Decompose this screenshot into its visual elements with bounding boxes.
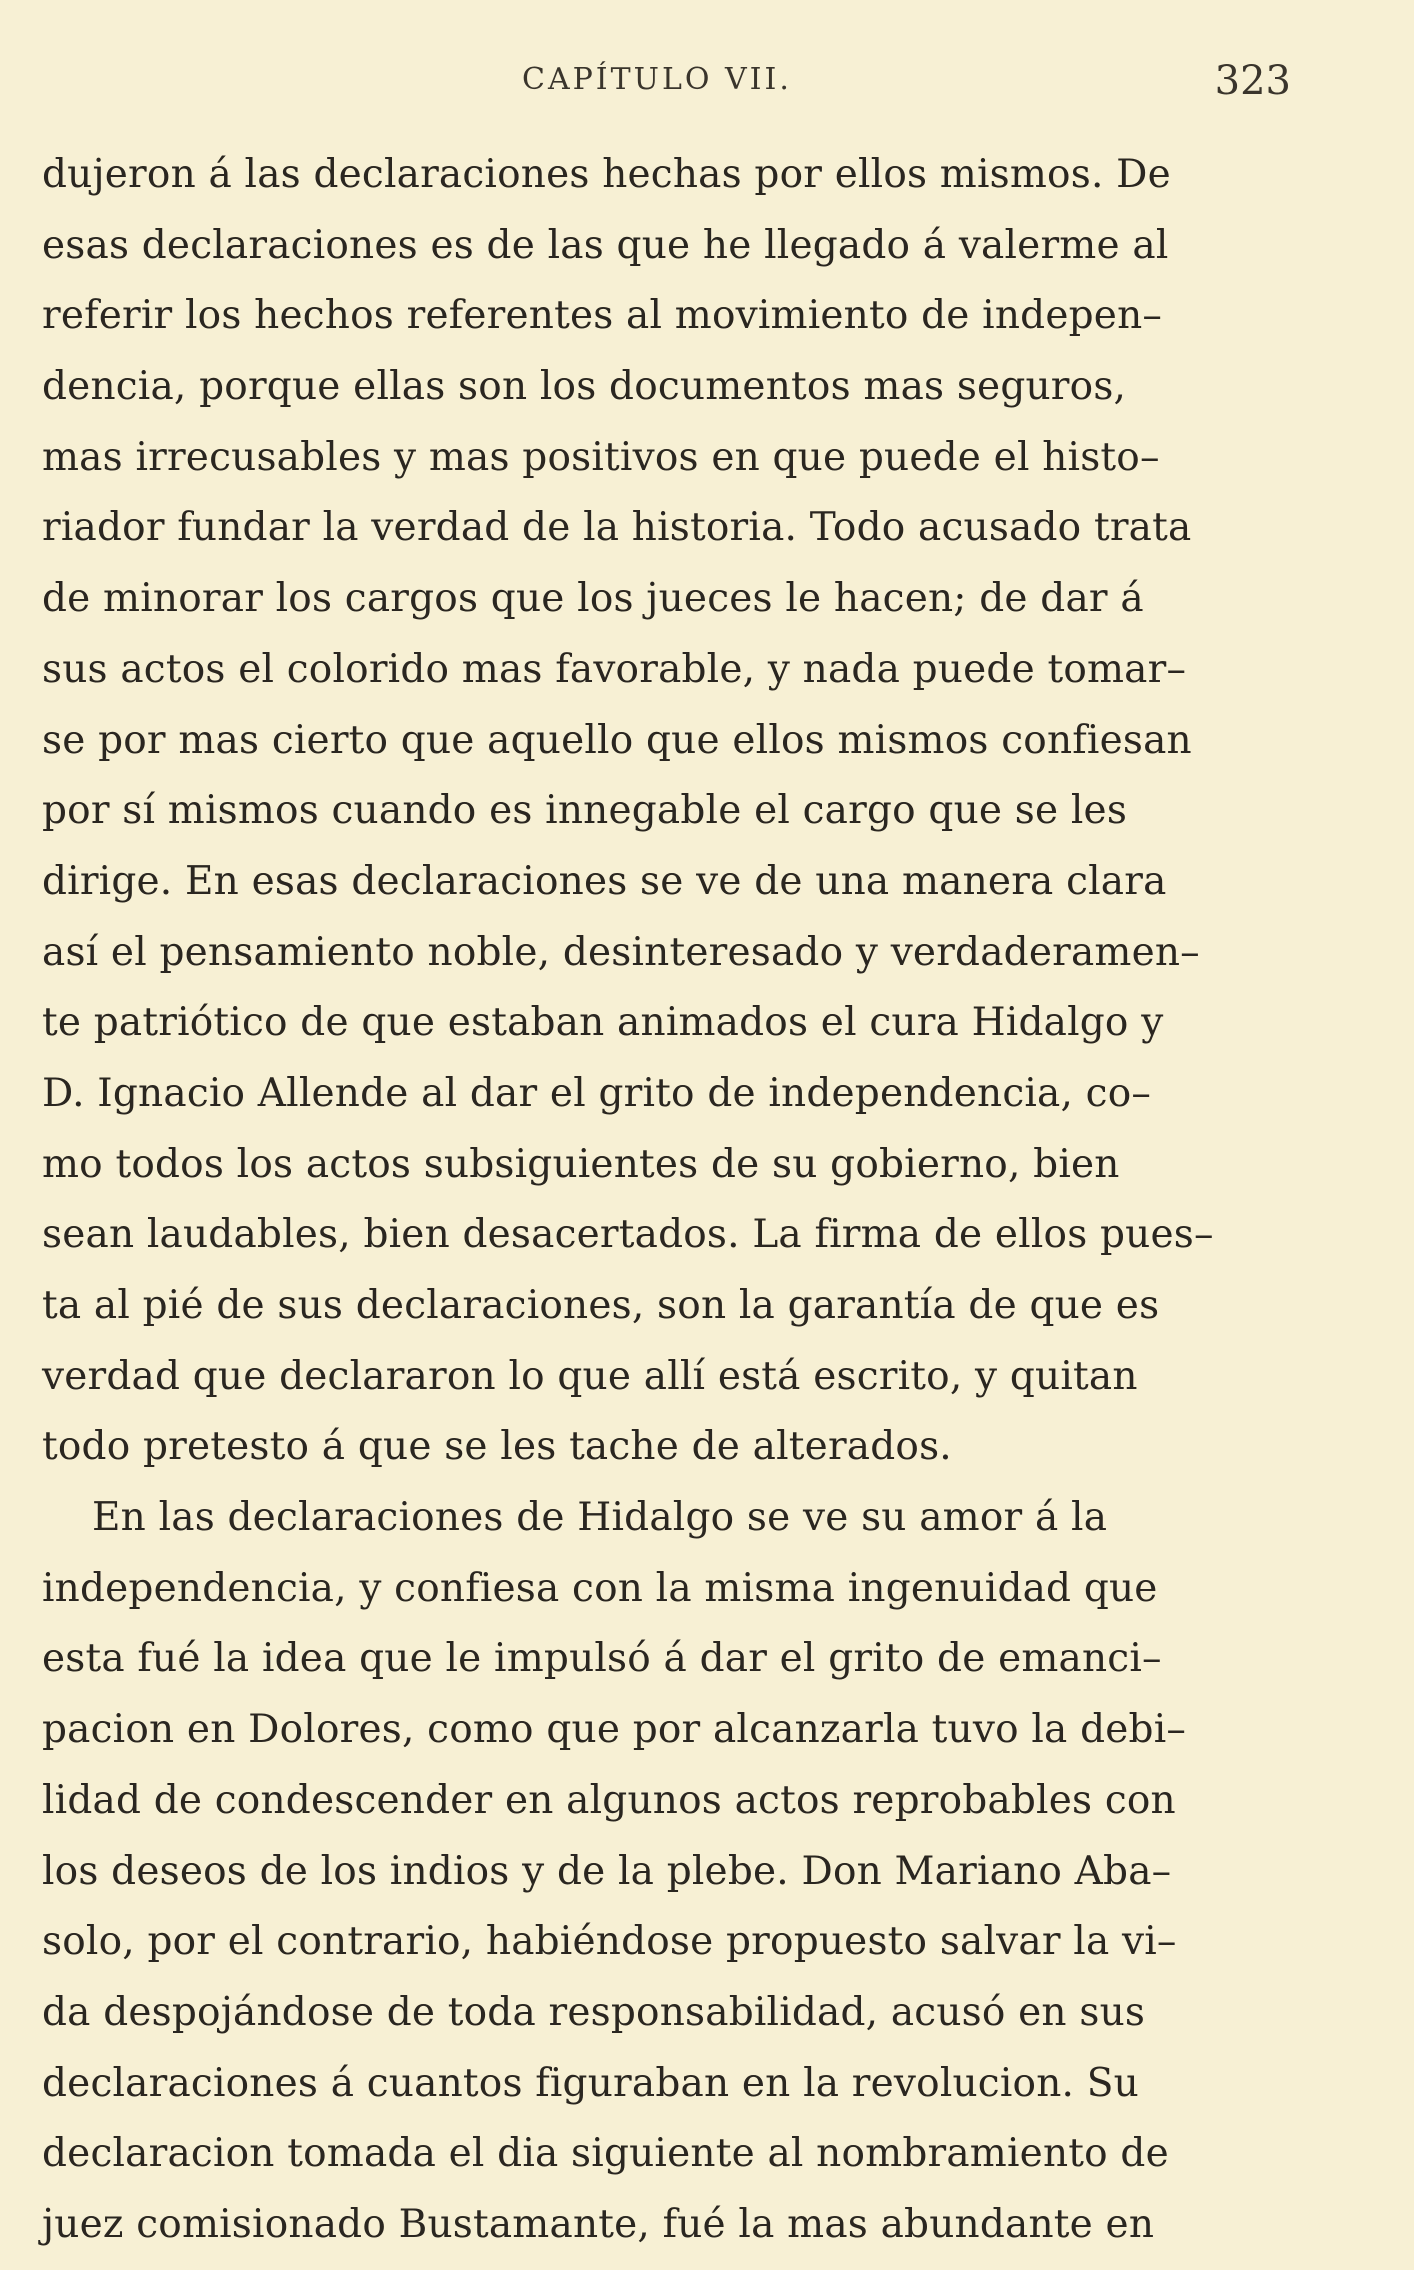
text-line: esta fué la idea que le impulsó á dar el grito de emanci– (42, 1636, 1162, 1682)
page-header (0, 58, 1414, 122)
text-line: sean laudables, bien desacertados. La firma de ellos pues– (42, 1212, 1214, 1258)
text-line: por sí mismos cuando es innegable el cargo que se les (42, 788, 1128, 834)
text-line: dirige. En esas declaraciones se ve de una manera clara (42, 858, 1167, 904)
body-text (42, 140, 1294, 2261)
text-line: esas declaraciones es de las que he llegado á valerme al (42, 222, 1169, 268)
text-line: referir los hechos referentes al movimiento de indepen– (42, 293, 1163, 339)
text-line: riador fundar la verdad de la historia. Todo acusado trata (42, 505, 1192, 551)
text-line: sus actos el colorido mas favorable, y nada puede tomar– (42, 646, 1187, 692)
paragraph-start-line: En las declaraciones de Hidalgo se ve su amor á la (92, 1495, 1108, 1541)
text-line: ta al pié de sus declaraciones, son la garantía de que es (42, 1283, 1160, 1328)
text-line: solo, por el contrario, habiéndose propuesto salvar la vi– (42, 1919, 1177, 1965)
text-line: lidad de condescender en algunos actos reprobables con (42, 1777, 1176, 1823)
text-line: verdad que declararon lo que allí está escrito, y quitan (42, 1353, 1138, 1399)
text-line: declaraciones á cuantos figuraban en la revolucion. Su (42, 2060, 1139, 2106)
text-line: mo todos los actos subsiguientes de su gobierno, bien (42, 1141, 1120, 1187)
text-line: dujeron á las declaraciones hechas por ellos mismos. De (42, 152, 1171, 197)
running-title: CAPÍTULO VII. (522, 62, 792, 97)
text-line: independencia, y confiesa con la misma ingenuidad que (42, 1565, 1158, 1611)
page-number: 323 (1214, 58, 1291, 104)
text-line: los deseos de los indios y de la plebe. Don Mariano Aba– (42, 1848, 1172, 1894)
text-line: se por mas cierto que aquello que ellos mismos confiesan (42, 717, 1192, 763)
text-line: juez comisionado Bustamante, fué la mas abundante en (42, 2201, 1155, 2247)
text-line: de minorar los cargos que los jueces le hacen; de dar á (42, 576, 1144, 622)
text-line: te patriótico de que estaban animados el cura Hidalgo y (42, 1000, 1164, 1046)
text-line: mas irrecusables y mas positivos en que puede el histo– (42, 434, 1160, 480)
text-line: da despojándose de toda responsabilidad, acusó en sus (42, 1989, 1146, 2035)
text-line: todo pretesto á que se les tache de alterados. (42, 1424, 952, 1470)
text-line: así el pensamiento noble, desinteresado y verdaderamen– (42, 929, 1200, 975)
text-line: dencia, porque ellas son los documentos mas seguros, (42, 364, 1127, 410)
text-line: declaracion tomada el dia siguiente al nombramiento de (42, 2131, 1169, 2177)
text-line: pacion en Dolores, como que por alcanzarla tuvo la debi– (42, 1707, 1187, 1753)
text-line: D. Ignacio Allende al dar el grito de independencia, co– (42, 1070, 1152, 1116)
